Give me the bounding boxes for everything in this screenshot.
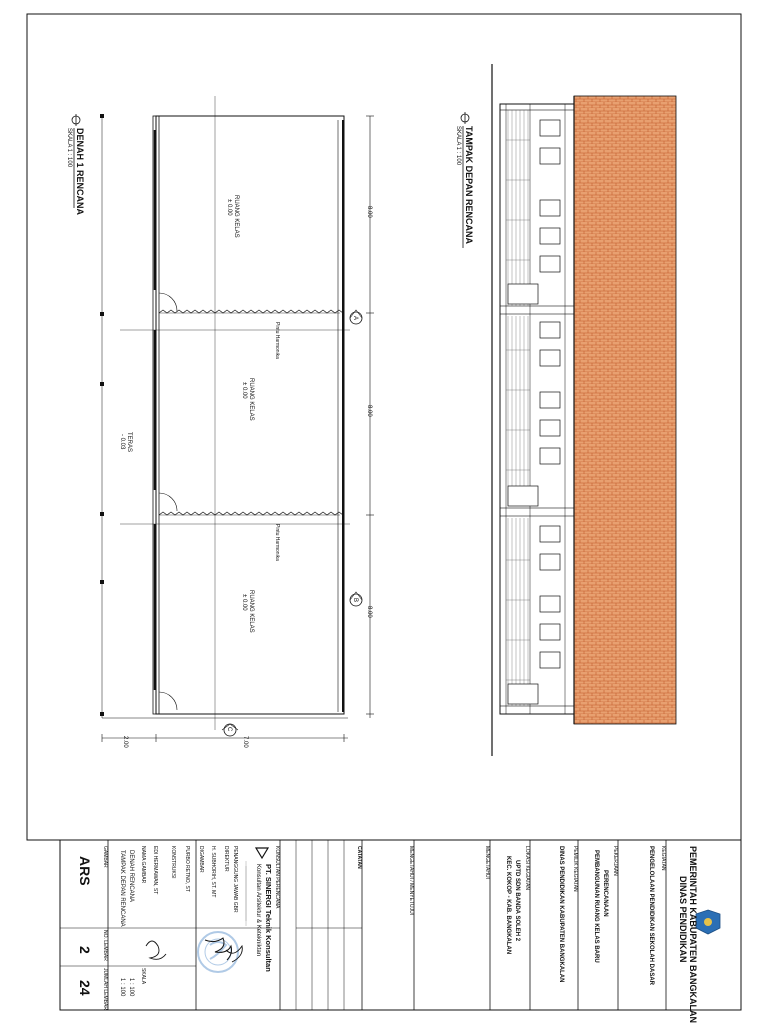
catatan-label: CATATAN [356,846,362,869]
direktur-name: H. SUBHORIH, ST. MT [210,846,216,898]
konstruksi-name: EDI HERMAWAN, ST [152,846,158,895]
svg-text:B: B [352,598,358,603]
room-level-2: ± 0.00 [241,382,247,399]
room-level-3: ± 0.00 [241,594,247,611]
mengetahui-menyetujui-label: MENGETAHUI / MENYETUJUI [408,846,414,916]
pemilik-label: PEMILIK KEGIATAN [572,846,578,892]
penanggung-label: PENANGGUNG JAWAB GBR [232,846,238,913]
konstruksi-label: KONSTRUKSI [170,846,176,879]
room-label-2: RUANG KELAS [248,378,254,421]
direktur-label: DIREKTUR [223,846,229,872]
lokasi-value-2: KEC. KOKOP - KAB. BANGKALAN [505,856,511,955]
lokasi-value-1: UPTD SDN BANDA SOLEH 2 [514,860,520,942]
front-elevation [455,64,676,756]
signature-konstruksi [146,941,166,959]
jumlah-lembar-label: JUMLAH LEMBAR [102,968,108,1010]
plan-title: DENAH 1 RENCANA [75,128,85,216]
section-marker-c [222,724,238,736]
svg-text:C: C [226,727,232,732]
pekerjaan-value-1: PERENCANAAN [602,870,608,917]
section-marker-a [350,310,362,324]
pekerjaan-value-2: PEMBANGUNAN RUANG KELAS BARU [593,850,599,963]
plan-scale: SKALA 1 : 100 [66,128,72,168]
dim-room-2: 8.00 [366,405,372,417]
terrace-label: TERAS [126,432,132,453]
pemilik-value: DINAS PENDIDIKAN KABUPATEN BANGKALAN [558,846,564,983]
kegiatan-value: PENGELOLAAN PENDIDIKAN SEKOLAH DASAR [648,846,654,986]
elevation-title: TAMPAK DEPAN RENCANA [464,126,474,244]
no-lembar-label: NO. LEMBAR [102,930,108,961]
konsultan-label: KONSULTAN PERENCANA [274,846,280,909]
firm-sub: Konsultan Arsitektur & Ketekniktan [255,864,261,957]
dim-room-1: 8.00 [366,206,372,218]
skala-value-2: 1 : 100 [119,978,125,997]
gov-logo-icon [696,910,720,934]
room-level-1: ± 0.00 [226,199,232,216]
room-label-3: RUANG KELAS [248,590,254,633]
no-lembar-value: 2 [77,946,93,954]
gov-line-2: DINAS PENDIDIKAN [678,876,688,963]
gov-line-1: PEMERINTAH KABUPATEN BANGKALAN [688,846,698,1023]
room-label-1: RUANG KELAS [233,195,239,238]
kegiatan-label: KEGIATAN [660,846,666,871]
digambar-name: PURBO RETNO, ST [184,846,190,892]
dim-depth: 7.00 [242,736,248,748]
terrace-level: - 0.03 [119,434,125,450]
door-label-2: Pintu Harmonika [274,524,280,561]
roof [574,96,676,724]
elevation-scale: SKALA 1 : 100 [455,126,461,166]
section-marker-b [350,592,362,606]
mengetahui-label: MENGETAHUI [484,846,490,879]
titleblock-frame [60,840,741,1010]
nama-gambar-2: TAMPAK DEPAN RENCANA [119,850,125,927]
gambar-label: GAMBAR [102,846,108,868]
skala-value-1: 1 : 100 [128,978,134,997]
gambar-code: ARS [77,856,93,886]
firm-name: PT. SINERGI Teknik Konsultan [264,864,273,972]
floor-plan [66,96,374,748]
dim-terrace: 2.00 [122,736,128,748]
nama-gambar-label: NAMA GAMBAR [140,846,146,884]
digambar-label: DIGAMBAR [198,846,204,873]
skala-label: SKALA [140,968,146,985]
lokasi-label: LOKASI KEGIATAN [524,846,530,890]
title-block [60,840,720,1023]
nama-gambar-1: DENAH RENCANA [128,850,134,903]
firm-logo-icon [256,848,268,858]
door-label-1: Pintu Harmonika [274,322,280,359]
dim-room-3: 8.00 [366,606,372,618]
jumlah-lembar-value: 24 [77,980,93,996]
pekerjaan-label: PEKERJAAN [612,846,618,876]
svg-text:A: A [352,316,358,321]
